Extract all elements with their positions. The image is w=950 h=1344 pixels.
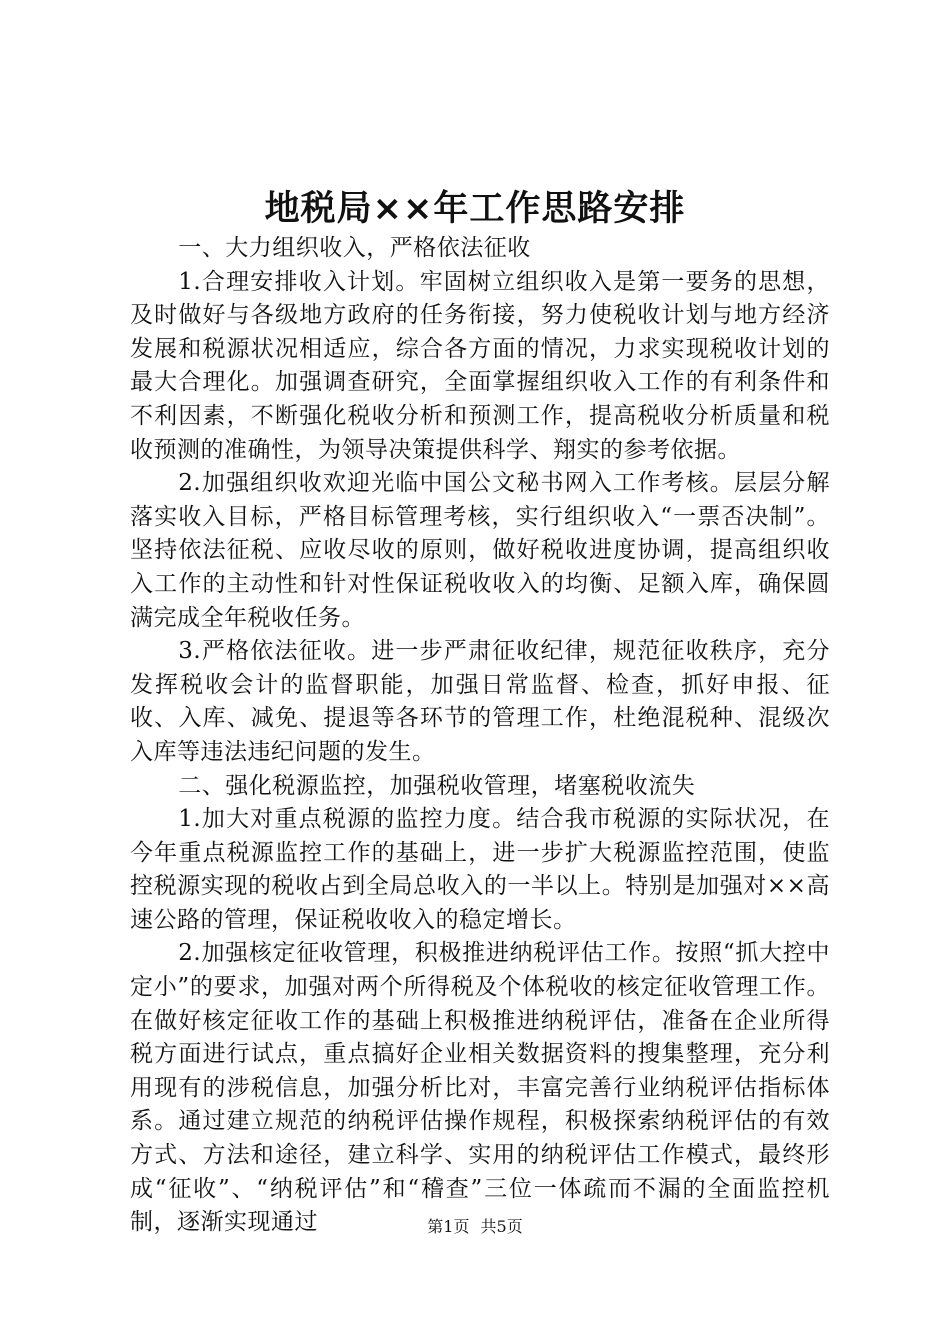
page-total: 共5页 xyxy=(480,1217,523,1236)
section-heading-2: 二、强化税源监控，加强税收管理，堵塞税收流失 xyxy=(178,772,696,799)
page-number: 第1页 xyxy=(427,1217,470,1236)
paragraph: 1.合理安排收入计划。牢固树立组织收入是第一要务的思想，及时做好与各级地方政府的任务衔接，努力使税收计划与地方经济发展和税源状况相适应，综合各方面的情况，力求实现税收计划的最大合理化。加强调查研究，全面掌握组织收入工作的有利条件和不利因素，不断强化税收分析和预测工作，提高税收分析质量和税收预测的准确性，为领导决策提供科学、翔实的参考依据。 xyxy=(130,268,830,463)
page-footer xyxy=(0,1216,950,1238)
paragraph: 3.严格依法征收。进一步严肃征收纪律，规范征收秩序，充分发挥税收会计的监督职能，加强日常监督、检查，抓好申报、征收、入库、减免、提退等各环节的管理工作，杜绝混税种、混级次入库等违法违纪问题的发生。 xyxy=(130,638,830,765)
paragraph: 2.加强核定征收管理，积极推进纳税评估工作。按照“抓大控中定小”的要求，加强对两个所得税及个体税收的核定征收管理工作。在做好核定征收工作的基础上积极推进纳税评估，准备在企业所得税方面进行试点，重点搞好企业相关数据资料的搜集整理，充分利用现有的涉税信息，加强分析比对，丰富完善行业纳税评估指标体系。通过建立规范的纳税评估操作规程，积极探索纳税评估的有效方式、方法和途径，建立科学、实用的纳税评估工作模式，最终形成“征收”、“纳税评估”和“稽查”三位一体疏而不漏的全面监控机制，逐渐实现通过 xyxy=(130,940,830,1236)
document-title: 地税局××年工作思路安排 xyxy=(264,189,686,229)
document-body xyxy=(130,232,830,1240)
paragraph: 1.加大对重点税源的监控力度。结合我市税源的实际状况，在今年重点税源监控工作的基础上，进一步扩大税源监控范围，使监控税源实现的税收占到全局总收入的一半以上。特别是加强对××高速公路的管理，保证税收收入的稳定增长。 xyxy=(130,806,830,933)
paragraph: 2.加强组织收欢迎光临中国公文秘书网入工作考核。层层分解落实收入目标，严格目标管理考核，实行组织收入“一票否决制”。坚持依法征税、应收尽收的原则，做好税收进度协调，提高组织收入工作的主动性和针对性保证税收收入的均衡、足额入库，确保圆满完成全年税收任务。 xyxy=(130,470,830,631)
section-heading-1: 一、大力组织收入，严格依法征收 xyxy=(178,235,531,261)
